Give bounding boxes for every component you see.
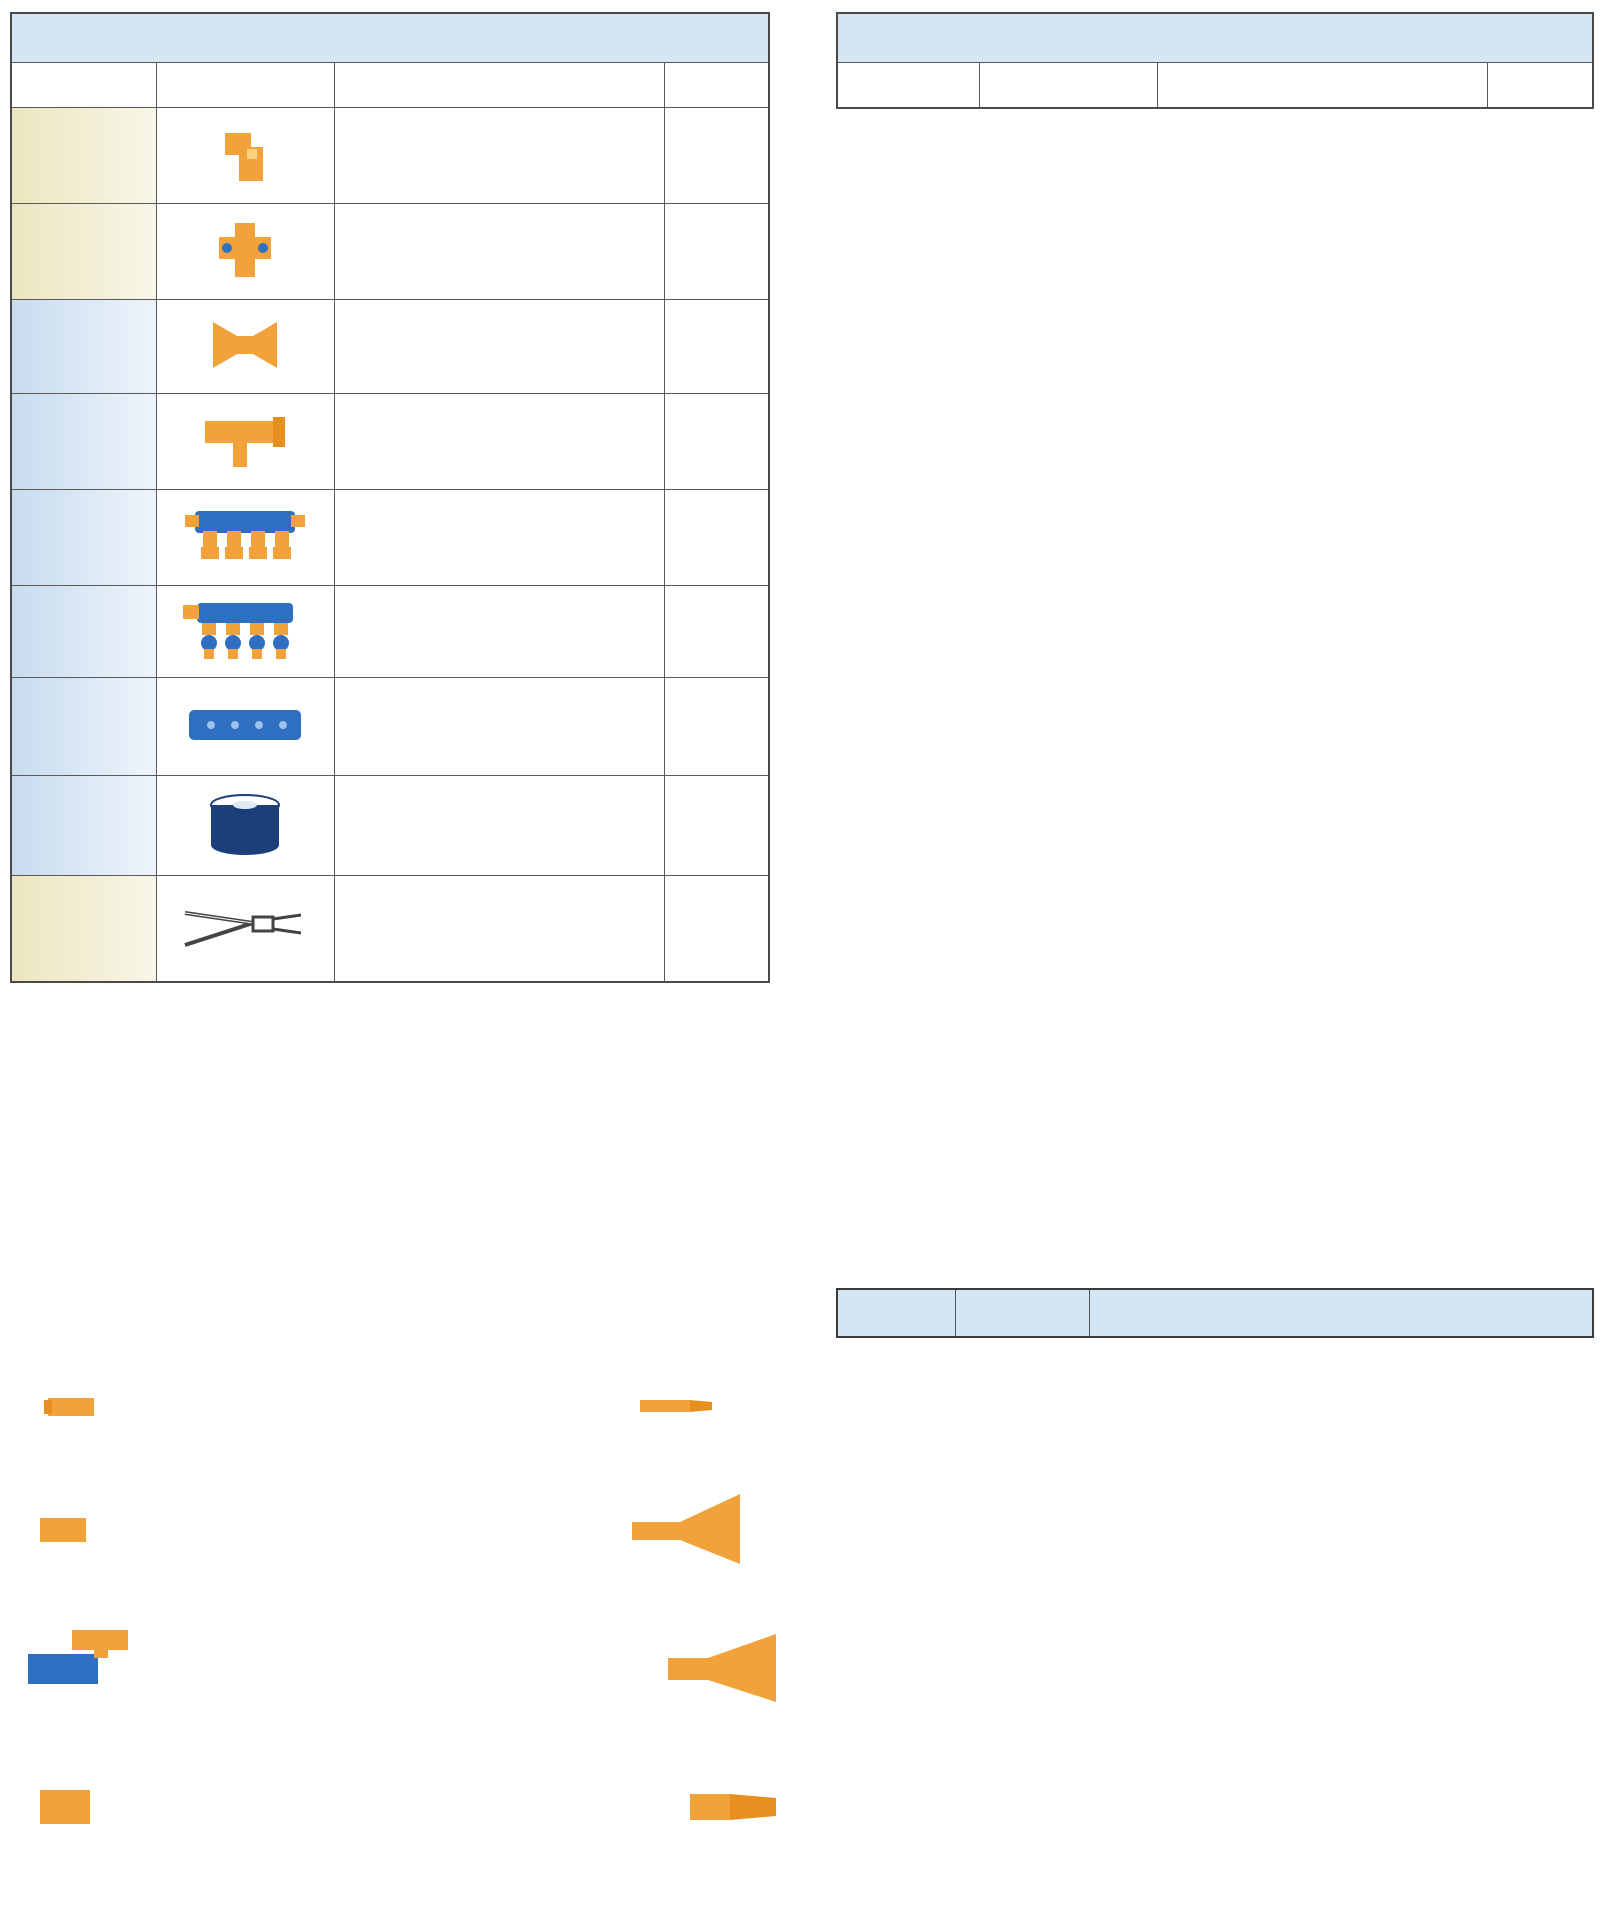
three-quarter-series-title bbox=[837, 13, 1593, 63]
model-cell bbox=[11, 776, 156, 876]
model-cell bbox=[11, 108, 156, 204]
pack-cell bbox=[664, 678, 769, 776]
spec-header-size bbox=[837, 1289, 955, 1337]
content-cell bbox=[334, 586, 664, 678]
product-row bbox=[11, 586, 769, 678]
product-row bbox=[11, 678, 769, 776]
header-shape bbox=[156, 63, 334, 108]
hose-nn216000-image bbox=[40, 1386, 720, 1426]
pack-cell bbox=[664, 776, 769, 876]
t-connector-icon bbox=[156, 204, 334, 300]
content-cell bbox=[334, 876, 664, 982]
hose-nn411001-image bbox=[40, 1772, 780, 1842]
content-cell bbox=[334, 394, 664, 490]
product-row bbox=[11, 776, 769, 876]
header-pack bbox=[664, 63, 769, 108]
header-pack bbox=[1487, 63, 1593, 109]
double-connector-icon bbox=[156, 300, 334, 394]
three-quarter-series-table bbox=[836, 12, 1594, 109]
half-inch-series-title bbox=[11, 13, 769, 63]
product-row bbox=[11, 490, 769, 586]
pack-cell bbox=[664, 394, 769, 490]
content-cell bbox=[334, 300, 664, 394]
header-shape bbox=[979, 63, 1157, 109]
pack-cell bbox=[664, 300, 769, 394]
half-inch-series-table bbox=[10, 12, 770, 983]
product-row bbox=[11, 204, 769, 300]
header-content bbox=[334, 63, 664, 108]
model-cell bbox=[11, 204, 156, 300]
pliers-icon bbox=[156, 876, 334, 982]
pack-cell bbox=[664, 586, 769, 678]
content-cell bbox=[334, 776, 664, 876]
header-model bbox=[837, 63, 979, 109]
header-content bbox=[1157, 63, 1487, 109]
manifold-base-icon bbox=[156, 678, 334, 776]
hose-nn313002-image bbox=[28, 1626, 788, 1706]
hose-reel-icon bbox=[156, 776, 334, 876]
product-row bbox=[11, 394, 769, 490]
content-cell bbox=[334, 108, 664, 204]
spec-header-content bbox=[1089, 1289, 1593, 1337]
model-cell bbox=[11, 300, 156, 394]
pack-cell bbox=[664, 204, 769, 300]
content-cell bbox=[334, 204, 664, 300]
content-cell bbox=[334, 678, 664, 776]
hose-spec-table bbox=[836, 1288, 1594, 1338]
pack-cell bbox=[664, 108, 769, 204]
model-cell bbox=[11, 490, 156, 586]
model-cell bbox=[11, 678, 156, 776]
pack-cell bbox=[664, 490, 769, 586]
pack-cell bbox=[664, 876, 769, 982]
product-row bbox=[11, 876, 769, 982]
model-cell bbox=[11, 876, 156, 982]
spec-header-model bbox=[955, 1289, 1089, 1337]
product-row bbox=[11, 300, 769, 394]
manifold-valves-icon bbox=[156, 586, 334, 678]
model-cell bbox=[11, 586, 156, 678]
hose-nn216002-image bbox=[40, 1488, 780, 1568]
manifold-icon bbox=[156, 490, 334, 586]
l-connector-icon bbox=[156, 108, 334, 204]
header-model bbox=[11, 63, 156, 108]
content-cell bbox=[334, 490, 664, 586]
t-nozzle-icon bbox=[156, 394, 334, 490]
product-row bbox=[11, 108, 769, 204]
model-cell bbox=[11, 394, 156, 490]
